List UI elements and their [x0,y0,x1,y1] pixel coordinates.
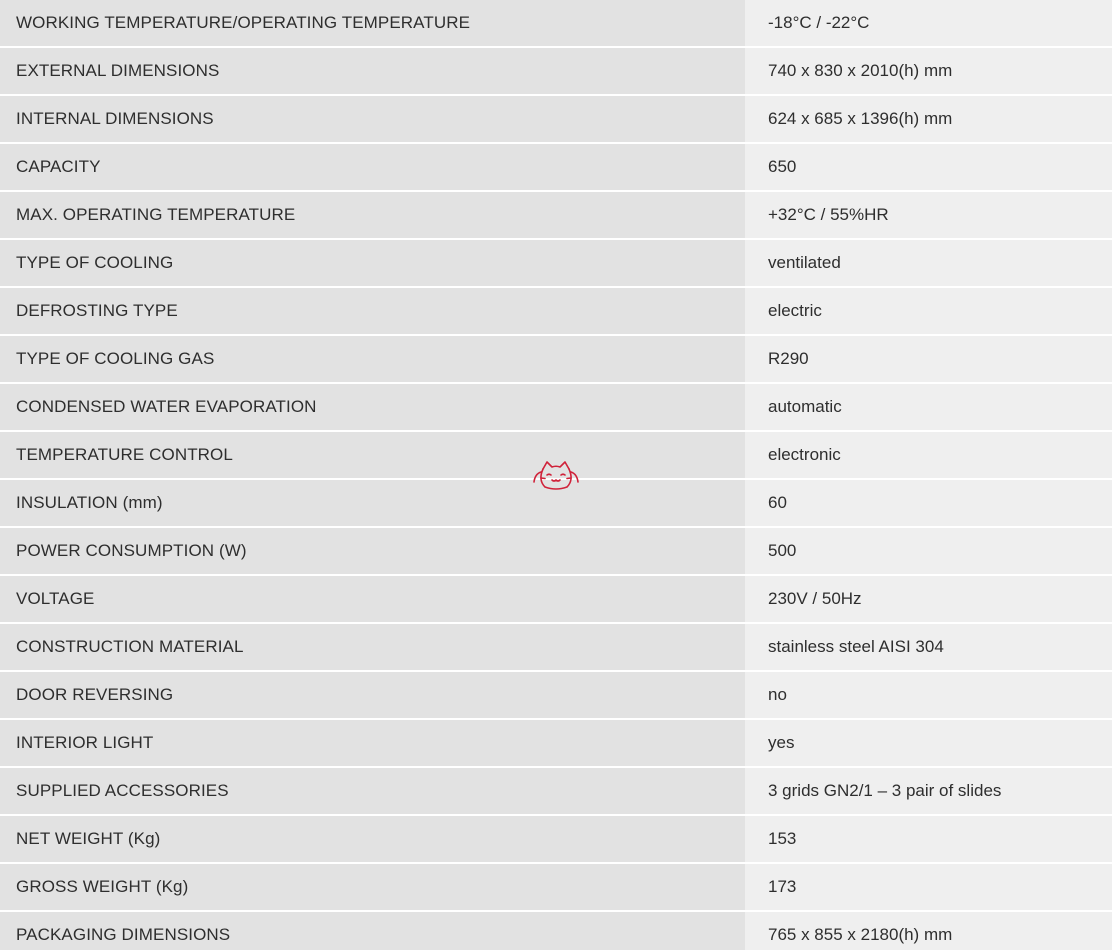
spec-value: -18°C / -22°C [745,0,1112,46]
spec-value: 740 x 830 x 2010(h) mm [745,48,1112,94]
spec-value: 173 [745,864,1112,910]
spec-row [0,576,1112,622]
spec-row [0,672,1112,718]
spec-value: no [745,672,1112,718]
spec-label: TYPE OF COOLING GAS [0,336,745,382]
spec-label: DOOR REVERSING [0,672,745,718]
spec-row [0,912,1112,950]
spec-row [0,96,1112,142]
spec-label: GROSS WEIGHT (Kg) [0,864,745,910]
spec-row [0,816,1112,862]
spec-row [0,768,1112,814]
spec-value: electronic [745,432,1112,478]
spec-label: TEMPERATURE CONTROL [0,432,745,478]
spec-value: +32°C / 55%HR [745,192,1112,238]
spec-value: 153 [745,816,1112,862]
spec-value: 624 x 685 x 1396(h) mm [745,96,1112,142]
spec-label: MAX. OPERATING TEMPERATURE [0,192,745,238]
spec-row [0,144,1112,190]
spec-value: 765 x 855 x 2180(h) mm [745,912,1112,950]
spec-value: 60 [745,480,1112,526]
spec-row [0,192,1112,238]
spec-row [0,48,1112,94]
spec-row [0,624,1112,670]
spec-row [0,864,1112,910]
spec-label: EXTERNAL DIMENSIONS [0,48,745,94]
spec-value: 230V / 50Hz [745,576,1112,622]
spec-row [0,528,1112,574]
cat-face-icon[interactable] [529,460,583,492]
spec-label: PACKAGING DIMENSIONS [0,912,745,950]
spec-value: 500 [745,528,1112,574]
spec-value: stainless steel AISI 304 [745,624,1112,670]
spec-value: 650 [745,144,1112,190]
spec-value: automatic [745,384,1112,430]
spec-value: R290 [745,336,1112,382]
spec-label: CAPACITY [0,144,745,190]
spec-label: SUPPLIED ACCESSORIES [0,768,745,814]
spec-value: ventilated [745,240,1112,286]
spec-value: 3 grids GN2/1 – 3 pair of slides [745,768,1112,814]
spec-label: INSULATION (mm) [0,480,745,526]
spec-row [0,336,1112,382]
spec-label: POWER CONSUMPTION (W) [0,528,745,574]
spec-row [0,384,1112,430]
spec-row [0,240,1112,286]
spec-label: DEFROSTING TYPE [0,288,745,334]
spec-value: electric [745,288,1112,334]
spec-label: TYPE OF COOLING [0,240,745,286]
spec-value: yes [745,720,1112,766]
spec-row [0,0,1112,46]
spec-label: INTERIOR LIGHT [0,720,745,766]
spec-label: INTERNAL DIMENSIONS [0,96,745,142]
spec-label: CONDENSED WATER EVAPORATION [0,384,745,430]
spec-label: CONSTRUCTION MATERIAL [0,624,745,670]
spec-row [0,720,1112,766]
spec-label: WORKING TEMPERATURE/OPERATING TEMPERATURE [0,0,745,46]
spec-label: NET WEIGHT (Kg) [0,816,745,862]
spec-row [0,288,1112,334]
spec-label: VOLTAGE [0,576,745,622]
